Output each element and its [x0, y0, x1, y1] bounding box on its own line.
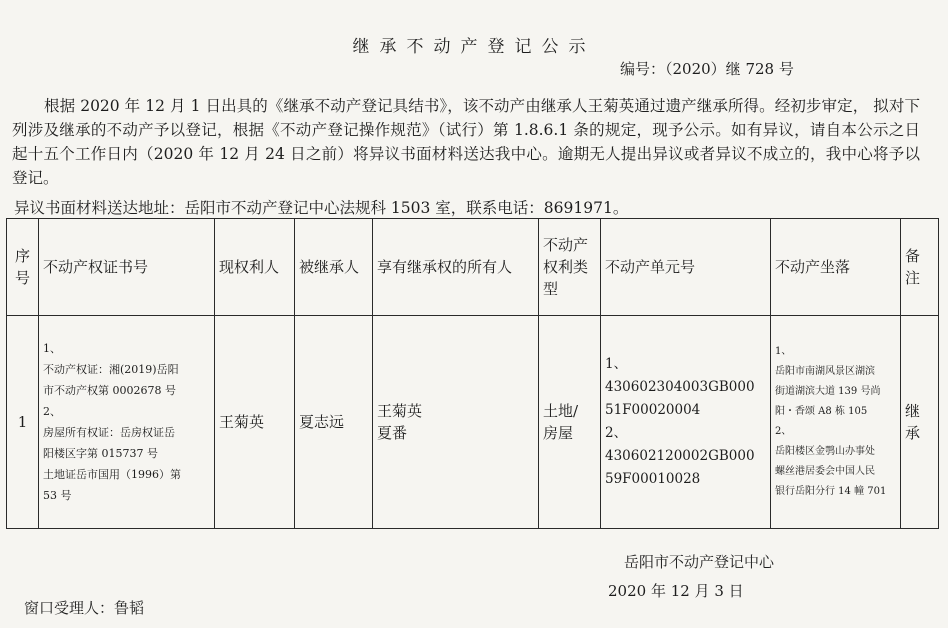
table-header-row: [7, 219, 939, 316]
row-location: 1、 岳阳市南湖风景区湖滨 街道湖滨大道 139 号尚 阳・香颂 A8 栋 105 2、 岳阳楼区金鹗山办事处 螺丝港居委会中国人民 银行岳阳分行 14 幢 701: [771, 316, 901, 529]
header-holder: 现权利人: [215, 219, 295, 316]
window-receiver: 窗口受理人：鲁韬: [24, 599, 145, 617]
row-unit: 1、 430602304003GB000 51F00020004 2、 430602120002GB000 59F00010028: [601, 316, 771, 529]
row-holder: 王菊英: [215, 316, 295, 529]
issuing-organization: 岳阳市不动产登记中心: [624, 553, 775, 571]
issue-date: 2020 年 12 月 3 日: [608, 582, 744, 600]
header-unit: 不动产单元号: [601, 219, 771, 316]
objection-address: 异议书面材料送达地址：岳阳市不动产登记中心法规科 1503 室，联系电话：8691971。: [14, 199, 629, 217]
header-heirs: 享有继承权的所有人: [373, 219, 539, 316]
row-remark: 继承: [901, 316, 939, 529]
header-decedent: 被继承人: [295, 219, 373, 316]
document-number: 编号：（2020）继 728 号: [620, 60, 794, 78]
header-cert: 不动产权证书号: [39, 219, 215, 316]
header-location: 不动产坐落: [771, 219, 901, 316]
header-right-type: 不动产权利类型: [539, 219, 601, 316]
table-row: [7, 316, 939, 529]
row-cert: 1、 不动产权证：湘(2019)岳阳 市不动产权第 0002678 号 2、 房屋所有权证：岳房权证岳 阳楼区字第 015737 号 土地证岳市国用（1996）第 53 号: [39, 316, 215, 529]
row-no: 1: [7, 316, 39, 529]
header-remark: 备注: [901, 219, 939, 316]
registration-table: [6, 218, 939, 529]
page-title: 继承不动产登记公示: [352, 37, 596, 57]
row-heirs: 王菊英 夏番: [373, 316, 539, 529]
notice-body: 根据 2020 年 12 月 1 日出具的《继承不动产登记具结书》，该不动产由继承人王菊英通过遗产继承所得。经初步审定， 拟对下列涉及继承的不动产予以登记，根据《不动产登记操作规范》（试行）第 1.8.6.1 条的规定，现予公示。如有异议，请自本公示之日起十五个工作日内（2020 年 12 月 24 日之前）将异议书面材料送达我中心。逾期无人提出异议或者异议不成立的，我中心将予以登记。: [12, 97, 920, 187]
row-decedent: 夏志远: [295, 316, 373, 529]
row-right-type: 土地/ 房屋: [539, 316, 601, 529]
header-no: 序号: [7, 219, 39, 316]
